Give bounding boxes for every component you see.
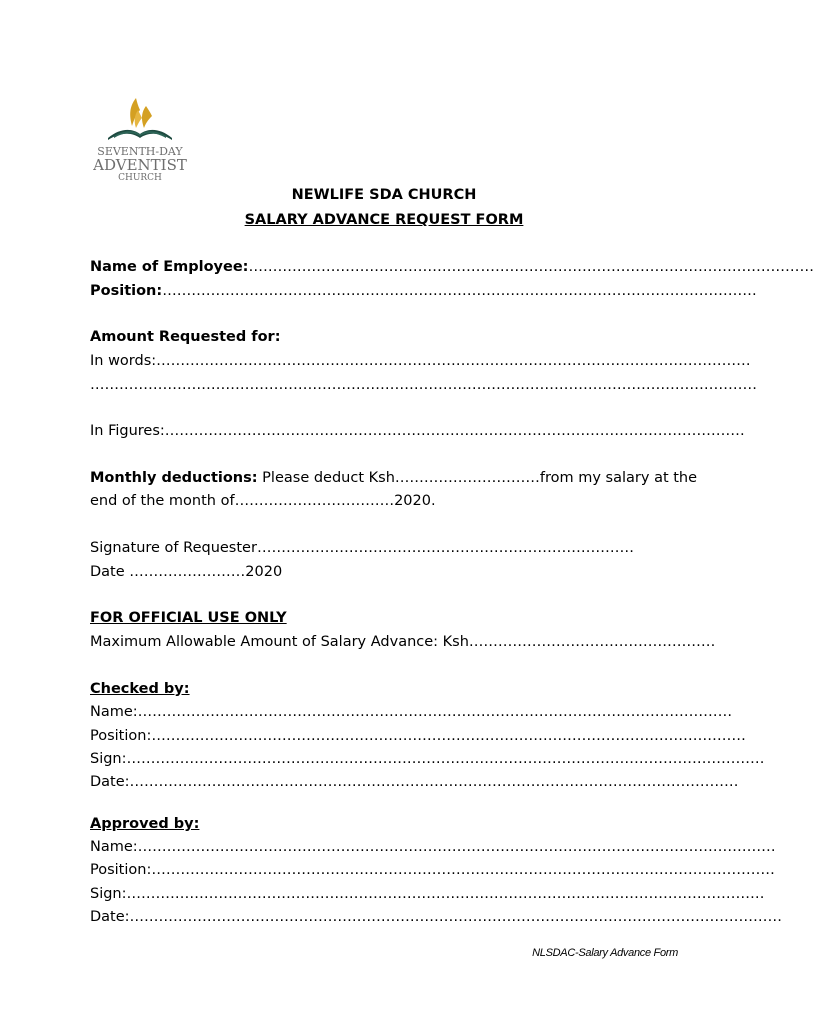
deductions-line-1 xyxy=(90,469,698,487)
logo-text-adventist: ADVENTIST xyxy=(93,156,187,174)
employee-position-label: Position: xyxy=(90,283,163,299)
deductions-text-a: Please deduct Ksh xyxy=(257,470,395,486)
deductions-line-2 xyxy=(90,492,436,510)
amount-heading: Amount Requested for: xyxy=(90,329,281,345)
deductions-month-dots: …………………………… xyxy=(234,493,395,509)
deductions-text-c: end of the month of xyxy=(90,493,235,509)
approved-position-field: Position:………………………………………………………………………………………………………………… xyxy=(90,862,775,878)
employee-position-dots: …………………………………………………………………………………………………………… xyxy=(162,283,757,299)
deductions-amount-dots: ………………………… xyxy=(394,470,540,486)
checked-date-field: Date:……………………………………………………………………………………………………………… xyxy=(90,774,739,790)
employee-name-label: Name of Employee: xyxy=(90,259,249,275)
max-allowable-field xyxy=(90,633,716,651)
amount-words-field xyxy=(90,352,751,370)
employee-position-field xyxy=(90,282,757,300)
amount-figures-dots: ………………………………………………………………………………………………………… xyxy=(164,423,745,439)
approved-sign-field: Sign:…………………………………………………………………………………………………………………… xyxy=(90,886,765,902)
checked-sign-field: Sign:…………………………………………………………………………………………………………………… xyxy=(90,751,765,767)
approved-name-field: Name:…………………………………………………………………………………………………………………… xyxy=(90,839,776,855)
church-name-title: NEWLIFE SDA CHURCH xyxy=(291,187,477,203)
checked-name-field: Name:…………………………………………………………………………………………………………… xyxy=(90,704,733,720)
max-allowable-label: Maximum Allowable Amount of Salary Advance: Ksh xyxy=(90,634,469,650)
flame-book-icon xyxy=(88,92,192,144)
max-allowable-dots: …………………………………………… xyxy=(468,634,716,650)
requester-date-label: Date xyxy=(90,564,130,580)
employee-name-field xyxy=(90,258,814,276)
approved-date-field: Date:……………………………………………………………………………………………………………………… xyxy=(90,909,783,925)
employee-name-dots: ……………………………………………………………………………………………………… xyxy=(248,259,814,275)
logo-text-seventh-day: SEVENTH-DAY xyxy=(97,145,183,158)
amount-words-dots: …………………………………………………………………………………………………………… xyxy=(156,353,751,369)
deductions-text-d: 2020. xyxy=(394,493,436,509)
requester-date-dots: …………………… xyxy=(129,564,246,580)
requester-date-year: 2020 xyxy=(245,564,283,580)
amount-figures-field xyxy=(90,422,745,440)
logo-text-church: CHURCH xyxy=(118,173,162,183)
checked-position-field: Position:…………………………………………………………………………………………………………… xyxy=(90,728,746,744)
amount-words-continuation: ………………………………………………………………………………………………………………………… xyxy=(90,377,757,393)
requester-signature-label: Signature of Requester xyxy=(90,540,257,556)
deductions-text-b: from my salary at the xyxy=(539,470,698,486)
approved-by-heading: Approved by: xyxy=(90,816,200,832)
deductions-label: Monthly deductions: xyxy=(90,470,258,486)
requester-date-field xyxy=(90,563,282,581)
form-title: SALARY ADVANCE REQUEST FORM xyxy=(244,212,524,228)
checked-by-heading: Checked by: xyxy=(90,681,190,697)
amount-words-label: In words: xyxy=(90,353,157,369)
page-footer: NLSDAC-Salary Advance Form xyxy=(532,947,678,959)
requester-signature-field xyxy=(90,539,634,557)
amount-figures-label: In Figures: xyxy=(90,423,165,439)
official-use-heading: FOR OFFICIAL USE ONLY xyxy=(90,610,287,626)
church-logo xyxy=(88,92,192,188)
requester-signature-dots: …………………………………………………………………… xyxy=(256,540,634,556)
